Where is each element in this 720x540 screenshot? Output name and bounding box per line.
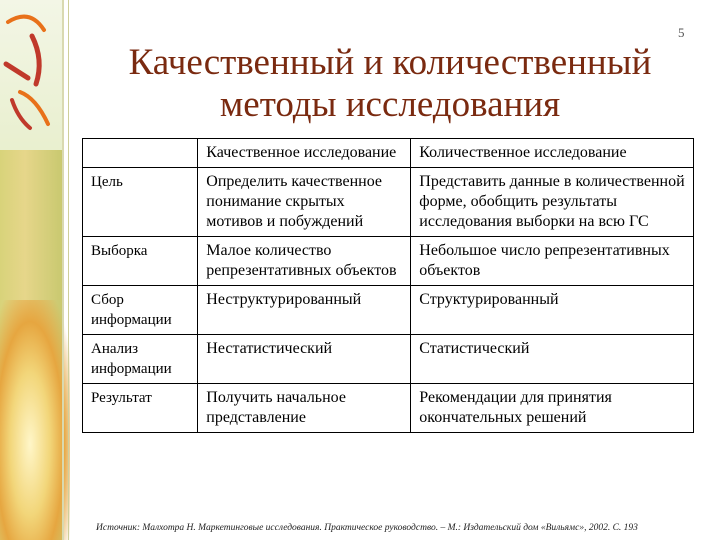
row-label: Сбор информации [83, 286, 198, 335]
table-row [83, 237, 694, 286]
row-label: Выборка [83, 237, 198, 286]
table-cell: Малое количество репрезентативных объектов [198, 237, 411, 286]
table-cell: Небольшое число репрезентативных объектов [411, 237, 694, 286]
table-cell: Рекомендации для принятия окончательных решений [411, 384, 694, 433]
table-cell: Представить данные в количественной форме, обобщить результаты исследования выборки на всю ГС [411, 168, 694, 237]
table-cell: Статистический [411, 335, 694, 384]
table-cell: Получить начальное представление [198, 384, 411, 433]
table-cell: Неструктурированный [198, 286, 411, 335]
table-cell: Нестатистический [198, 335, 411, 384]
table-row [83, 168, 694, 237]
table-cell: Определить качественное понимание скрытых мотивов и побуждений [198, 168, 411, 237]
table-cell: Структурированный [411, 286, 694, 335]
header-cell-qualitative: Качественное исследование [198, 139, 411, 168]
decorative-glow [0, 300, 70, 540]
decorative-divider-line-thin [68, 0, 69, 540]
table-header-row [83, 139, 694, 168]
decorative-divider-line [62, 0, 64, 540]
row-label: Результат [83, 384, 198, 433]
header-cell-quantitative: Количественное исследование [411, 139, 694, 168]
slide-number: 5 [678, 25, 685, 40]
row-label: Анализ информации [83, 335, 198, 384]
source-footnote: Источник: Малхотра Н. Маркетинговые исследования. Практическое руководство. – М.: Издательский дом «Вильямс», 2002. С. 193 [96, 523, 638, 533]
table-row [83, 384, 694, 433]
comparison-table [82, 138, 694, 433]
table-row [83, 286, 694, 335]
slide-title: Качественный и количественный методы исследования [128, 42, 652, 125]
table-row [83, 335, 694, 384]
row-label: Цель [83, 168, 198, 237]
header-cell-empty [83, 139, 198, 168]
decorative-pen-strokes-icon [0, 0, 62, 150]
